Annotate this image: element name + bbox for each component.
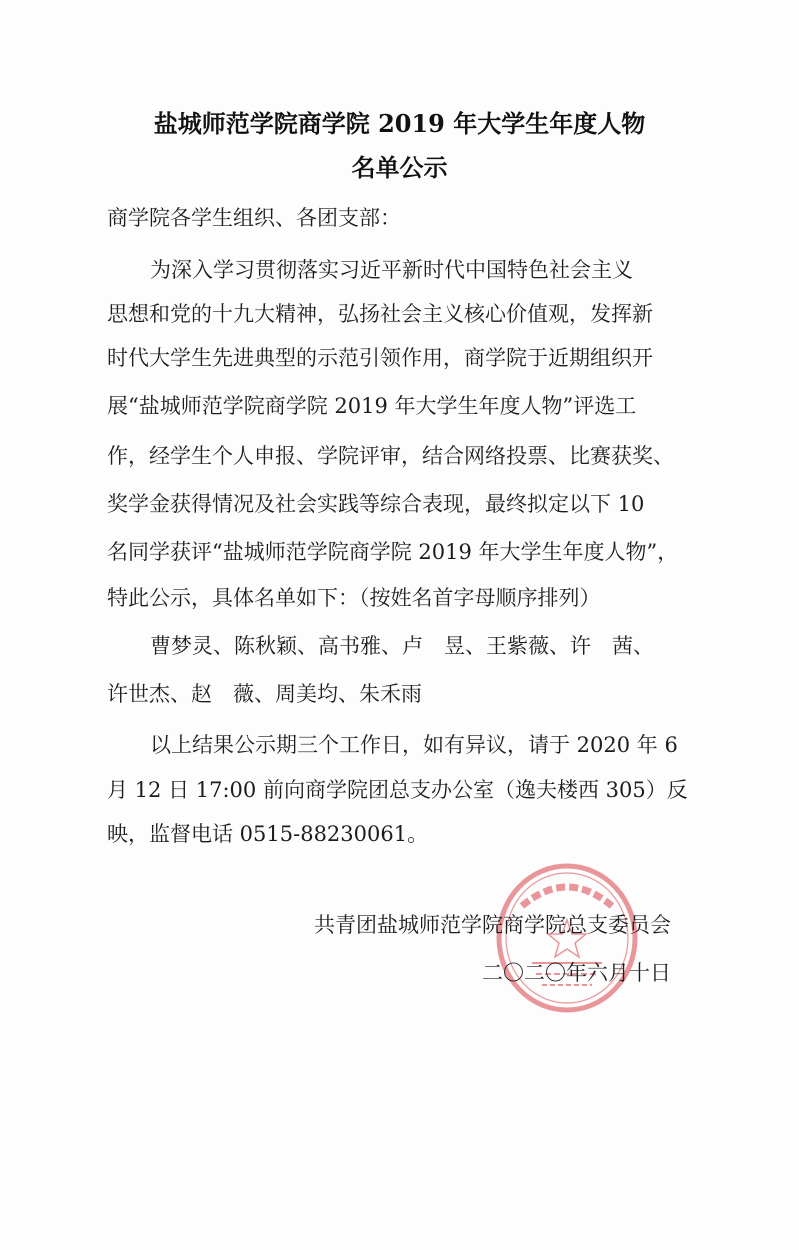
body-line: 思想和党的十九大精神，弘扬社会主义核心价值观，发挥新	[107, 302, 653, 326]
names-line: 许世杰、赵 薇、周美均、朱禾雨	[107, 682, 422, 706]
body-line: 为深入学习贯彻落实习近平新时代中国特色社会主义	[150, 258, 633, 282]
body-line: 作，经学生个人申报、学院评审，结合网络投票、比赛获奖、	[107, 444, 674, 468]
names-line: 曹梦灵、陈秋颖、高书雅、卢 昱、王紫薇、许 茜、	[150, 634, 654, 658]
body-line: 展“盐城师范学院商学院 2019 年大学生年度人物”评选工	[107, 394, 637, 418]
signature-date: 二〇二〇年六月十日	[482, 961, 671, 985]
greeting: 商学院各学生组织、各团支部：	[107, 206, 401, 230]
notice-line: 映，监督电话 0515-88230061。	[107, 822, 429, 846]
notice-line: 以上结果公示期三个工作日，如有异议，请于 2020 年 6	[150, 733, 678, 757]
body-line: 特此公示，具体名单如下：（按姓名首字母顺序排列）	[107, 586, 601, 610]
body-line: 奖学金获得情况及社会实践等综合表现，最终拟定以下 10	[107, 492, 645, 516]
signature-organization: 共青团盐城师范学院商学院总支委员会	[314, 913, 671, 937]
notice-line: 月 12 日 17:00 前向商学院团总支办公室（逸夫楼西 305）反	[107, 778, 688, 802]
document-title: 盐城师范学院商学院 2019 年大学生年度人物	[153, 109, 646, 138]
document-subtitle: 名单公示	[351, 153, 448, 182]
body-line: 名同学获评“盐城师范学院商学院 2019 年大学生年度人物”，	[107, 540, 679, 564]
body-line: 时代大学生先进典型的示范引领作用，商学院于近期组织开	[107, 346, 653, 370]
